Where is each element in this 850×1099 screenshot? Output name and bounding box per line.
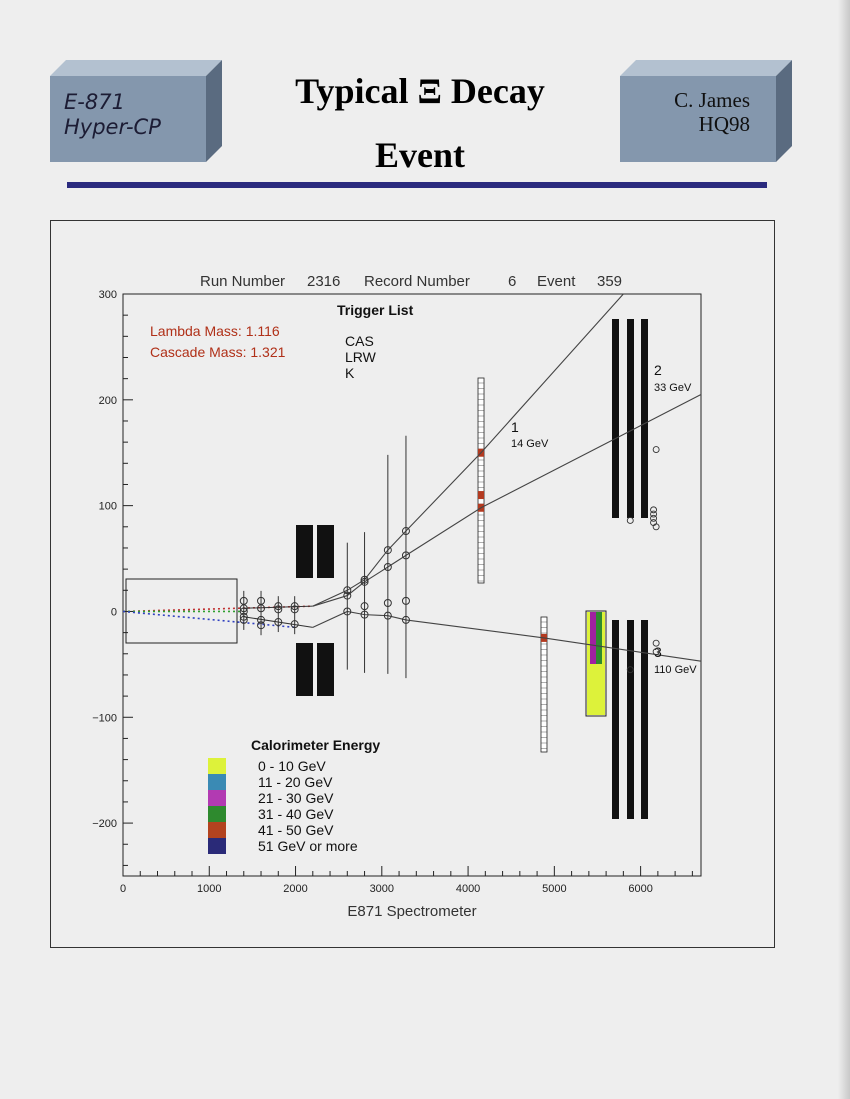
- calorimeter-deposit-hot: [590, 612, 596, 664]
- trigger-item: CAS: [345, 333, 374, 349]
- page-title-line1: Typical Ξ Decay: [295, 71, 545, 111]
- magnet-block: [317, 643, 334, 696]
- author-name: C. James: [674, 88, 750, 112]
- lambda-mass: Lambda Mass: 1.116: [150, 323, 280, 339]
- x-tick-label: 2000: [283, 883, 308, 895]
- track-energy-label: 14 GeV: [511, 438, 549, 450]
- run-info: [200, 273, 622, 290]
- track-number-label: 3: [654, 644, 662, 660]
- experiment-id: E-871: [64, 90, 125, 114]
- track-extrapolation: [123, 611, 295, 627]
- legend-swatch: [208, 790, 226, 806]
- legend-label: 21 - 30 GeV: [258, 790, 334, 806]
- axes: [92, 289, 692, 895]
- run-number-value: 2316: [307, 273, 341, 290]
- legend-label: 31 - 40 GeV: [258, 806, 334, 822]
- trigger-list-title: Trigger List: [337, 302, 414, 318]
- legend-swatch: [208, 758, 226, 774]
- chamber-hit: [478, 491, 484, 499]
- y-tick-label: −100: [92, 712, 117, 725]
- hodoscope-bar: [612, 620, 619, 819]
- legend-label: 0 - 10 GeV: [258, 758, 326, 774]
- hodoscope-bar: [641, 620, 648, 819]
- x-tick-label: 6000: [628, 883, 653, 895]
- trigger-list: [337, 302, 414, 381]
- hodoscope-bar: [627, 319, 634, 518]
- y-tick-label: 100: [98, 500, 117, 513]
- x-tick-label: 3000: [369, 883, 395, 895]
- trigger-item: LRW: [345, 349, 376, 365]
- y-tick-label: 200: [98, 394, 117, 407]
- cascade-mass: Cascade Mass: 1.321: [150, 344, 286, 360]
- legend-swatch: [208, 806, 226, 822]
- wire-chamber-upper: [478, 378, 484, 583]
- legend-swatch: [208, 838, 226, 854]
- x-tick-label: 5000: [542, 883, 567, 895]
- track-number-label: 1: [511, 419, 519, 435]
- page-title-line2: Event: [375, 135, 465, 175]
- record-number-label: Record Number: [364, 273, 470, 290]
- calorimeter-hit-marker: [627, 517, 633, 523]
- y-tick-label: −200: [92, 818, 117, 831]
- calorimeter-deposit-green: [596, 612, 602, 664]
- hodoscope-bar: [612, 319, 619, 518]
- legend-swatch: [208, 822, 226, 838]
- experiment-name: Hyper-CP: [64, 115, 161, 139]
- magnet-block: [317, 525, 334, 578]
- y-tick-label: 300: [98, 289, 117, 301]
- legend-label: 41 - 50 GeV: [258, 822, 334, 838]
- legend-label: 51 GeV or more: [258, 838, 358, 854]
- calorimeter-hit-marker: [653, 447, 659, 453]
- event-value: 359: [597, 273, 623, 290]
- calorimeter-legend: [208, 737, 380, 854]
- magnet-block: [296, 643, 313, 696]
- mass-annotations: [150, 323, 286, 360]
- trigger-item: K: [345, 365, 355, 381]
- legend-swatch: [208, 774, 226, 790]
- hodoscope-bar: [641, 319, 648, 518]
- conference-id: HQ98: [698, 112, 750, 136]
- x-axis-label: E871 Spectrometer: [347, 903, 477, 920]
- legend-label: 11 - 20 GeV: [258, 774, 333, 790]
- track-energy-label: 110 GeV: [654, 664, 697, 676]
- event-label: Event: [537, 273, 576, 290]
- magnet-block: [296, 525, 313, 578]
- record-number-value: 6: [508, 273, 517, 290]
- track-number-label: 2: [654, 362, 662, 378]
- run-number-label: Run Number: [200, 273, 286, 290]
- y-tick-label: 0: [110, 606, 117, 619]
- x-tick-label: 1000: [197, 883, 222, 895]
- calorimeter-legend-title: Calorimeter Energy: [251, 737, 381, 753]
- x-tick-label: 0: [119, 883, 127, 895]
- target-box: [126, 579, 237, 643]
- x-tick-label: 4000: [455, 883, 481, 895]
- track-energy-label: 33 GeV: [654, 382, 692, 394]
